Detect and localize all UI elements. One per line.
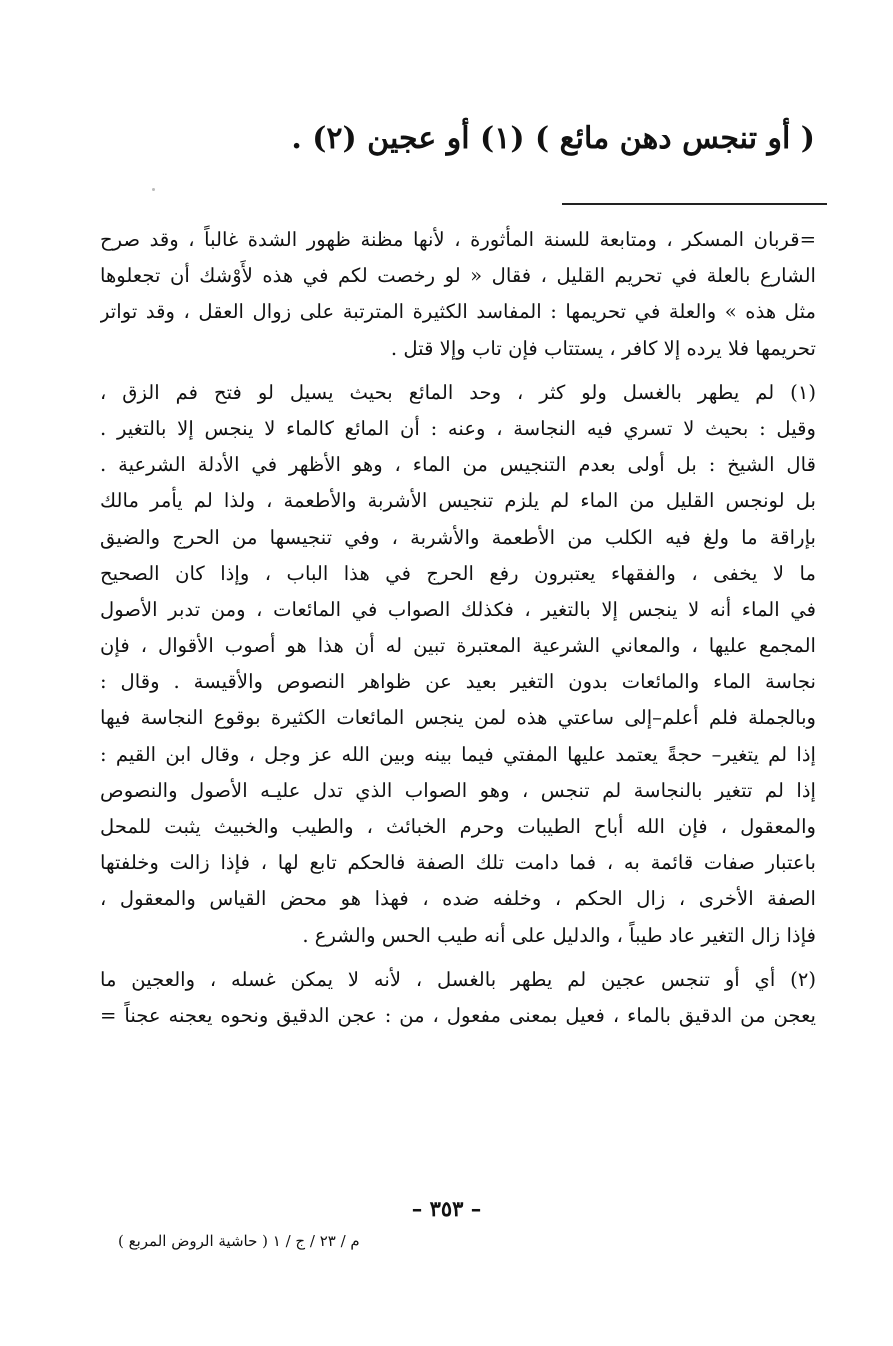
stray-dot <box>152 188 155 191</box>
footnote-separator <box>562 203 827 205</box>
footnote-line: يعجن من الدقيق بالماء ، فعيل بمعنى مفعول ، من : عجن الدقيق ونحوه يعجنه عجناً = <box>100 1003 816 1027</box>
footnote-line: بإراقة ما ولغ فيه الكلب من الأطعمة والأشربة ، وفي تنجيسها من الحرج والضيق <box>100 525 816 549</box>
footnote-line: فإذا زال التغير عاد طيباً ، والدليل على أنه طيب الحس والشرع . <box>302 923 816 947</box>
footnote-2 <box>100 962 816 1034</box>
footnote-line: تحريمها فلا يرده إلا كافر ، يستتاب فإن تاب وإلا قتل . <box>390 336 816 360</box>
footnote-line: (١) لم يطهر بالغسل ولو كثر ، وحد المائع بحيث يسيل لو فتح فم الزق ، <box>100 380 816 404</box>
footnote-line: =قربان المسكر ، ومتابعة للسنة المأثورة ، لأنها مظنة ظهور الشدة غالباً ، وقد صرح <box>100 228 816 251</box>
footnote-line: باعتبار صفات قائمة به ، فما دامت تلك الصفة فالحكم تابع لها ، فإذا زالت وخلفتها <box>100 851 816 875</box>
main-text: ( أو تنجس دهن مائع ) (١) أو عجين (٢) . <box>291 121 815 156</box>
footnote-line: وبالجملة فلم أعلم–إلى ساعتي هذه لمن ينجس المائعات الكثيرة بوقوع النجاسة فيها <box>100 706 816 730</box>
footnote-line: بل لونجس القليل من الماء لم يلزم تنجيس الأشربة والأطعمة ، ولذا لم يأمر مالك <box>100 489 816 513</box>
footnote-line: الصفة الأخرى ، زال الحكم ، وخلفه ضده ، فهذا هو محض القياس والمعقول ، <box>100 887 816 911</box>
footnote-line: في الماء أنه لا ينجس إلا بالتغير ، فكذلك الصواب في المائعات ، ومن تدبر الأصول <box>100 597 816 621</box>
footnote-line: المجمع عليها ، والمعاني الشرعية المعتبرة تبين له أن هذا هو أصوب الأقوال ، فإن <box>100 634 816 658</box>
footnote-line: إذا لم تتغير بالنجاسة لم تنجس ، وهو الصواب الذي تدل عليـه الأصول والنصوص <box>100 778 816 802</box>
footnote-line: والمعقول ، فإن الله أباح الطيبات وحرم الخبائث ، والطيب والخبيث يثبت للمحل <box>100 815 816 838</box>
footnote-line: قال الشيخ : بل أولى بعدم التنجيس من الماء ، وهو الأظهر في الأدلة الشرعية . <box>100 453 816 477</box>
footnote-line: إذا لم يتغير– حجةً يعتمد عليها المفتي فيما بينه وبين الله عز وجل ، وقال ابن القيم : <box>100 742 816 766</box>
footnote-line: نجاسة الماء والمائعات بدون التغير بعيد عن ظواهر النصوص والأقيسة . وقال : <box>100 670 816 694</box>
page-number: – ٣٥٣ – <box>411 1196 482 1221</box>
footnote-1 <box>100 375 816 954</box>
footnote-line: وقيل : بحيث لا تسري فيه النجاسة ، وعنه : أن المائع كالماء لا ينجس إلا بالتغير . <box>100 416 816 440</box>
footnote-continuation <box>100 222 816 367</box>
footnote-line: مثل هذه » والعلة في تحريمها : المفاسد الكثيرة المترتبة على زوال العقل ، وقد تواتر <box>100 300 816 324</box>
footnote-line: ما لا يخفى ، والفقهاء يعتبرون رفع الحرج في هذا الباب ، وإذا كان الصحيح <box>100 561 816 585</box>
footnotes <box>100 222 816 1042</box>
footnote-line: (٢) أي أو تنجس عجين لم يطهر بالغسل ، لأنه لا يمكن غسله ، والعجين ما <box>100 967 816 991</box>
footnote-line: الشارع بالعلة في تحريم القليل ، فقال « لو رخصت لكم في هذه لأَوْشك أن تجعلوها <box>100 264 816 288</box>
signature-reference: م / ٢٣ / ج / ١ ( حاشية الروض المربع ) <box>118 1232 360 1250</box>
